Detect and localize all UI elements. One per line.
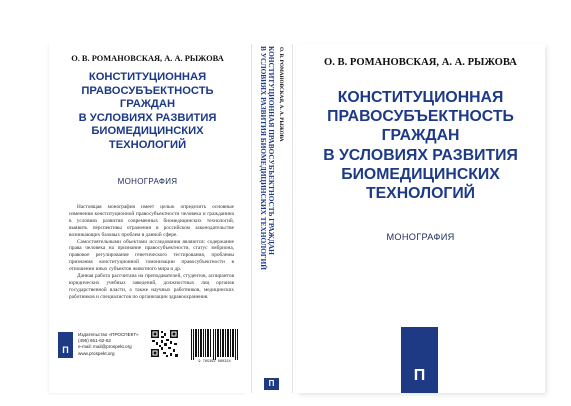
front-title-line: КОНСТИТУЦИОННАЯ xyxy=(337,89,504,106)
prospekt-logo-icon xyxy=(58,332,73,358)
annotation-paragraph: Настоящая монография имеет целью определить основные изменения конституционной правосубъектности человека и гражданина в условиях развития современных биомедицинских технологий, выявить перспективы отражения в российском законодательстве возникающих базовых проблем в данной сфере. xyxy=(69,204,234,238)
prospekt-logo-icon xyxy=(401,327,438,393)
back-title-line: В УСЛОВИЯХ РАЗВИТИЯ xyxy=(78,111,217,124)
back-title-line: ПРАВОСУБЪЕКТНОСТЬ xyxy=(81,84,214,97)
logo-glyph: П xyxy=(268,379,275,388)
barcode-number: 9 785392 090324 xyxy=(198,360,231,364)
front-title-line: ПРАВОСУБЪЕКТНОСТЬ xyxy=(327,108,514,126)
back-title xyxy=(49,71,246,153)
annotation-paragraph: Данная работа рассчитана на преподавателей, студентов, аспирантов юридических учебных заведений, должностных лиц органов государственной власти, а также научных работников, медицинских работников и специалистов по организации здравоохранения. xyxy=(69,273,234,300)
back-authors: О. В. РОМАНОВСКАЯ, А. А. РЫЖОВА xyxy=(71,54,224,63)
publisher-site: www.prospekt.org xyxy=(78,350,115,356)
back-title-line: ГРАЖДАН xyxy=(119,98,176,111)
back-title-line: БИОМЕДИЦИНСКИХ xyxy=(91,125,204,138)
front-authors: О. В. РОМАНОВСКАЯ, А. А. РЫЖОВА xyxy=(324,57,517,68)
publisher-email: e-mail: mail@prospekt.org xyxy=(78,344,132,350)
back-genre: МОНОГРАФИЯ xyxy=(117,177,178,186)
logo-glyph: П xyxy=(413,367,426,384)
spine-authors xyxy=(278,46,284,346)
front-title xyxy=(296,88,545,203)
front-cover xyxy=(296,44,545,393)
qr-code-icon xyxy=(150,329,179,358)
spine-title xyxy=(258,46,275,346)
back-title-line: ТЕХНОЛОГИЙ xyxy=(108,138,187,151)
back-cover xyxy=(49,44,246,393)
fold-line xyxy=(251,44,252,393)
front-title-line: ГРАЖДАН xyxy=(381,127,460,145)
annotation xyxy=(69,204,234,301)
front-title-line: ТЕХНОЛОГИЙ xyxy=(365,185,476,203)
barcode-icon xyxy=(190,329,239,360)
spine-author-2: А. А. РЫЖОВА xyxy=(278,104,284,142)
front-genre: МОНОГРАФИЯ xyxy=(386,232,455,242)
spine-title-line: В УСЛОВИЯХ РАЗВИТИЯ БИОМЕДИЦИНСКИХ ТЕХНОЛОГИЙ xyxy=(258,46,268,270)
back-title-line: КОНСТИТУЦИОННАЯ xyxy=(88,71,207,83)
spine-logo-icon xyxy=(264,378,279,390)
logo-glyph: П xyxy=(62,345,69,355)
annotation-paragraph: Самостоятельными объектами исследования являются: содержание права человека на признание правосубъектности, статус эмбриона, правовое регулирование генетического тестирования, проблемы признания конституционной гомонизации правосубъектности в отношении иных субъектов животного мира и др. xyxy=(69,238,234,273)
spine xyxy=(255,44,288,393)
fold-line xyxy=(292,44,293,393)
front-title-line: В УСЛОВИЯХ РАЗВИТИЯ xyxy=(323,146,518,164)
publisher-phone: (495) 651-62-62 xyxy=(78,338,111,344)
publisher-info xyxy=(78,332,139,357)
spine-text-block xyxy=(254,46,284,346)
spine-author-1: О. В. РОМАНОВСКАЯ, xyxy=(278,47,284,104)
publisher-block xyxy=(58,332,139,358)
publisher-name: Издательство «ПРОСПЕКТ» xyxy=(78,332,139,337)
front-title-line: БИОМЕДИЦИНСКИХ xyxy=(341,165,500,183)
spine-title-line: КОНСТИТУЦИОННАЯ ПРАВОСУБЪЕКТНОСТЬ ГРАЖДАН xyxy=(267,46,276,255)
